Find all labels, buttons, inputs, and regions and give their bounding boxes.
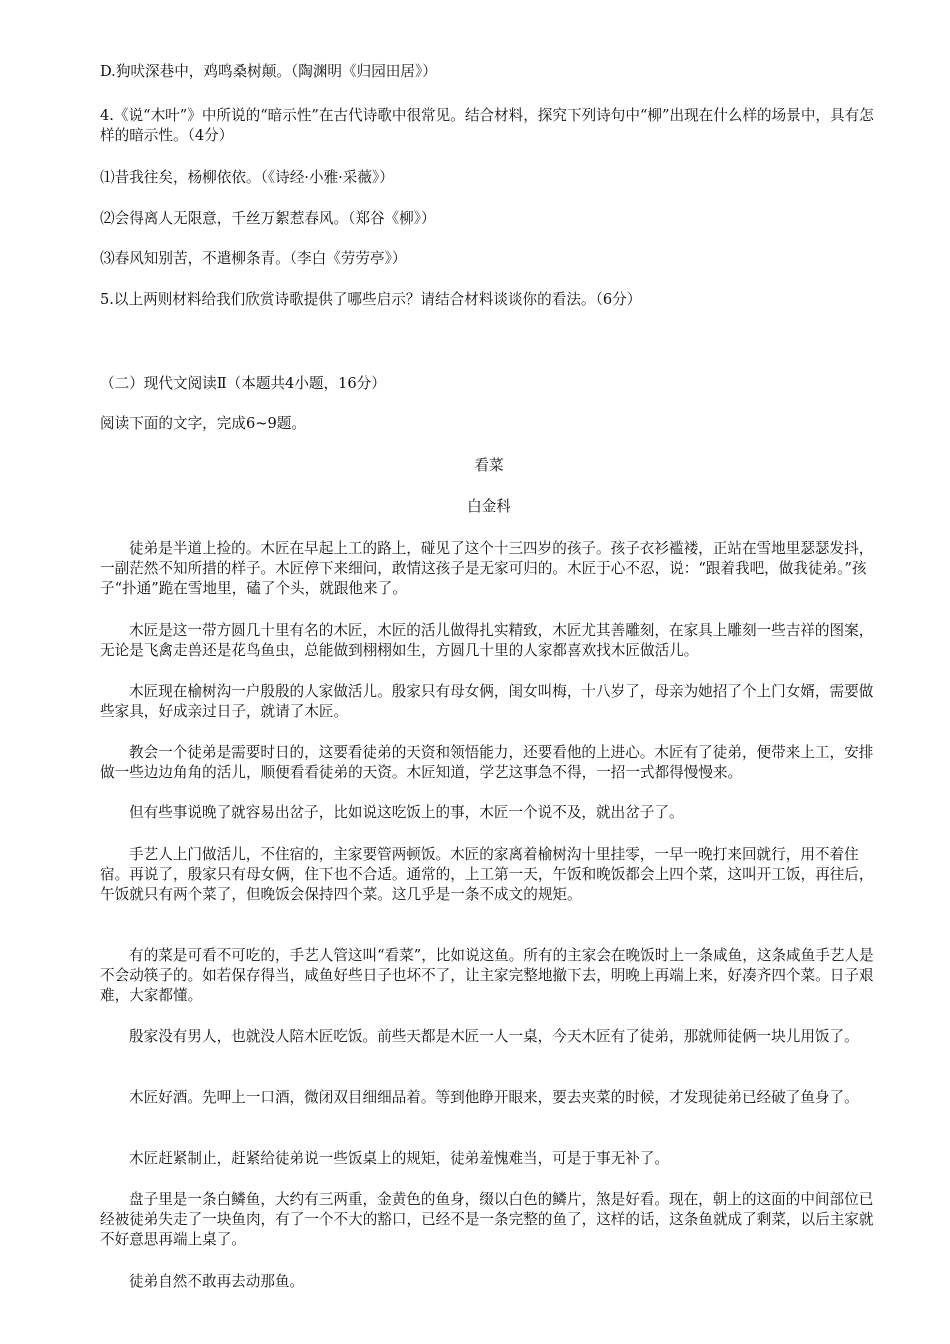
- question-5-stem: 5.以上两则材料给我们欣赏诗歌提供了哪些启示？请结合材料谈谈你的看法。（6分）: [100, 291, 642, 308]
- section-heading: （二）现代文阅读Ⅱ（本题共4小题，16分）: [100, 375, 386, 392]
- story-paragraph: 有的菜是可看不可吃的，手艺人管这叫“看菜”，比如说这鱼。所有的主家会在晚饭时上一条咸鱼，这条咸鱼手艺人是不会动筷子的。如若保存得当，咸鱼好些日子也坏不了，让主家完整地撤下去，明晚上再端上来，好凑齐四个菜。日子艰难，大家都懂。: [100, 947, 874, 1004]
- question-4-stem: 4.《说“木叶”》中所说的“暗示性”在古代诗歌中很常见。结合材料，探究下列诗句中“柳”出现在什么样的场景中，具有怎样的暗示性。（4分）: [100, 107, 874, 144]
- question-4-item-1: ⑴昔我往矣，杨柳依依。（《诗经·小雅·采薇》）: [100, 169, 394, 186]
- question-4-item-3: ⑶春风知别苦，不遣柳条青。（李白《劳劳亭》）: [100, 250, 407, 267]
- story-paragraph: 殷家没有男人，也就没人陪木匠吃饭。前些天都是木匠一人一桌，今天木匠有了徒弟，那就师徒俩一块儿用饭了。: [129, 1028, 859, 1045]
- question-4-item-2: ⑵会得离人无限意，千丝万絮惹春风。（郑谷《柳》）: [100, 210, 436, 227]
- story-paragraph: 木匠是这一带方圆几十里有名的木匠，木匠的活儿做得扎实精致，木匠尤其善雕刻，在家具上雕刻一些吉祥的图案，无论是飞禽走兽还是花鸟鱼虫，总能做到栩栩如生，方圆几十里的人家都喜欢找木匠做活儿。: [100, 622, 874, 659]
- story-paragraph: 教会一个徒弟是需要时日的，这要看徒弟的天资和领悟能力，还要看他的上进心。木匠有了徒弟，便带来上工，安排做一些边边角角的活儿，顺便看看徒弟的天资。木匠知道，学艺这事急不得，一招一式都得慢慢来。: [100, 744, 874, 781]
- story-paragraph: 木匠现在榆树沟一户殷殷的人家做活儿。殷家只有母女俩，闺女叫梅，十八岁了，母亲为她招了个上门女婿，需要做些家具，好成亲过日子，就请了木匠。: [100, 683, 874, 720]
- story-paragraph: 盘子里是一条白鳞鱼，大约有三两重，金黄色的鱼身，缀以白色的鳞片，煞是好看。现在，朝上的这面的中间部位已经被徒弟失走了一块鱼肉，有了一个不大的豁口，已经不是一条完整的鱼了，这样的话，这条鱼就成了剩菜，以后主家就不好意思再端上桌了。: [100, 1191, 874, 1248]
- story-paragraph: 但有些事说晚了就容易出岔子，比如说这吃饭上的事，木匠一个说不及，就出岔子了。: [129, 804, 684, 821]
- story-paragraph: 徒弟是半道上捡的。木匠在早起上工的路上，碰见了这个十三四岁的孩子。孩子衣衫褴褛，正站在雪地里瑟瑟发抖，一副茫然不知所措的样子。木匠停下来细问，敢情这孩子是无家可归的。木匠于心不忍，说：“跟着我吧，做我徒弟。”孩子“扑通”跪在雪地里，磕了个头，就跟他来了。: [100, 540, 874, 597]
- story-author: 白金科: [467, 498, 511, 515]
- story-paragraph: 木匠赶紧制止，赶紧给徒弟说一些饭桌上的规矩，徒弟羞愧难当，可是于事无补了。: [129, 1150, 669, 1167]
- section-instruction: 阅读下面的文字，完成6~9题。: [100, 415, 306, 432]
- story-paragraph: 木匠好酒。先呷上一口酒，微闭双目细细品着。等到他睁开眼来，要去夹菜的时候，才发现徒弟已经破了鱼身了。: [129, 1089, 859, 1106]
- story-title: 看菜: [474, 457, 504, 474]
- story-paragraph: 徒弟自然不敢再去动那鱼。: [129, 1273, 305, 1290]
- story-paragraph: 手艺人上门做活儿，不住宿的，主家要管两顿饭。木匠的家离着榆树沟十里挂零，一早一晚打来回就行，用不着住宿。再说了，殷家只有母女俩，住下也不合适。通常的，上工第一天，午饭和晚饭都会上四个菜，这叫开工饭，再往后，午饭就只有两个菜了，但晚饭会保持四个菜。这几乎是一条不成文的规矩。: [100, 846, 874, 903]
- question-3-option-d: D.狗吠深巷中，鸡鸣桑树颠。（陶渊明《归园田居》）: [100, 63, 437, 80]
